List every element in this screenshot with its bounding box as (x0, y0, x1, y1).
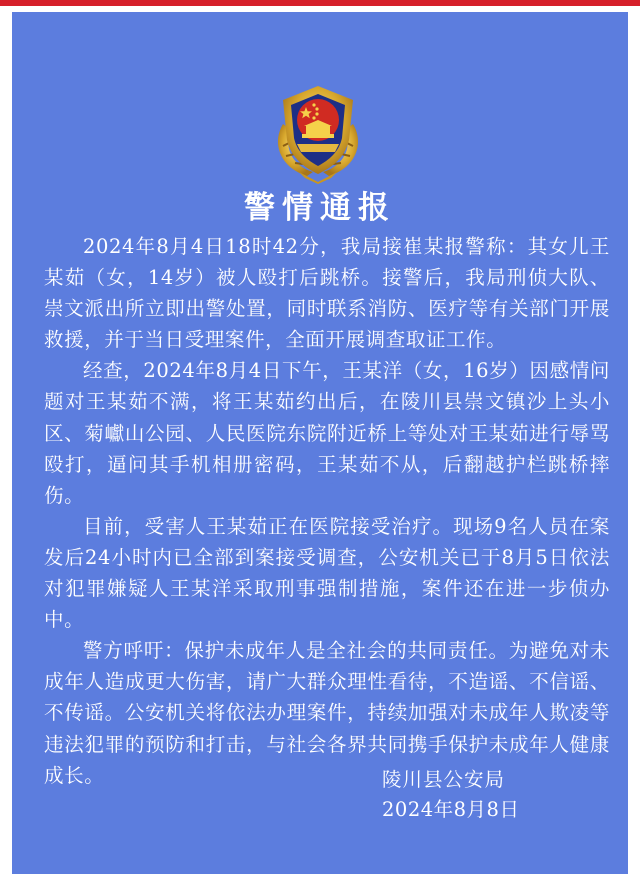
top-red-bar (0, 0, 640, 6)
police-badge-icon (261, 80, 375, 186)
paragraph: 警方呼吁：保护未成年人是全社会的共同责任。为避免对未成年人造成更大伤害，请广大群众理性看待，不造谣、不信谣、不传谣。公安机关将依法办理案件，持续加强对未成年人欺凌等违法犯罪的预防和打击，与社会各界共同携手保护未成年人健康成长。 (44, 639, 610, 787)
notice-body (44, 231, 610, 791)
paragraph: 经查，2024年8月4日下午，王某洋（女，16岁）因感情问题对王某茹不满，将王某茹约出后，在陵川县崇文镇沙上头小区、菊巘山公园、人民医院东院附近桥上等处对王某茹进行辱骂殴打，逼问其手机相册密码，王某茹不从，后翻越护栏跳桥摔伤。 (44, 359, 610, 507)
page-title: 警情通报 (244, 190, 396, 226)
paragraph: 2024年8月4日18时42分，我局接崔某报警称：其女儿王某茹（女，14岁）被人殴打后跳桥。接警后，我局刑侦大队、崇文派出所立即出警处置，同时联系消防、医疗等有关部门开展救援，并于当日受理案件，全面开展调查取证工作。 (44, 235, 610, 352)
signature-organization: 陵川县公安局 (382, 768, 506, 791)
signature-date: 2024年8月8日 (382, 798, 520, 821)
paragraph: 目前，受害人王某茹正在医院接受治疗。现场9名人员在案发后24小时内已全部到案接受调查，公安机关已于8月5日依法对犯罪嫌疑人王某洋采取刑事强制措施，案件还在进一步侦办中。 (44, 514, 610, 632)
